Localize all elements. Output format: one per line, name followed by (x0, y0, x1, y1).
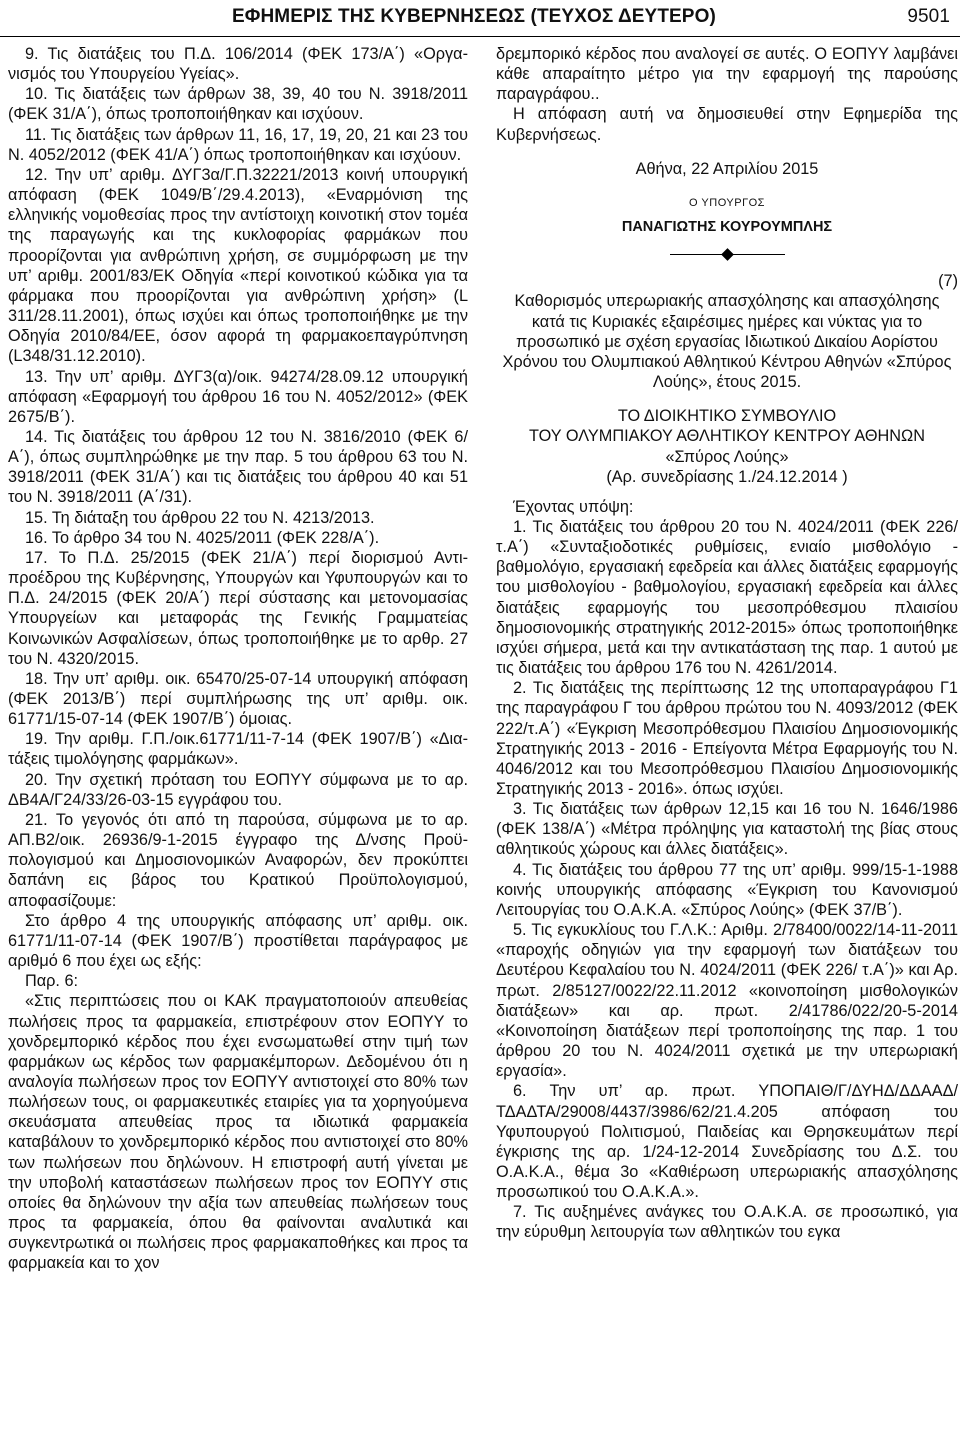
page-header (0, 0, 960, 34)
document-title: Καθορισμός υπερωριακής απασχόλησης και απασχόλησης κατά τις Κυριακές εξαιρέσιμες ημέρες και νύκτας για το προσωπικό με σχέση εργασίας Ιδιωτικού Δικαίου Αορίστου Χρόνου του Ολυμπιακού Αθλητικού Κέντρου Αθηνών «Σπύρος Λούης», έτους 2015. (502, 292, 952, 392)
paragraph: 16. Το άρθρο 34 του Ν. 4025/2011 (ΦΕΚ 228/Α΄). (25, 528, 380, 547)
gazette-title: ΕΦΗΜΕΡΙΣ ΤΗΣ ΚΥΒΕΡΝΗΣΕΩΣ (ΤΕΥΧΟΣ ΔΕΥΤΕΡΟ) (232, 6, 716, 27)
header-rule (0, 36, 960, 37)
section-divider (496, 247, 958, 261)
paragraph: Στο άρθρο 4 της υπουργικής απόφασης υπ’ αριθμ. οικ. 61771/11-07-14 (ΦΕΚ 1907/Β΄) προστίθεται παράγραφος με αριθμό 6 που έχει ως εξής: (8, 911, 468, 971)
left-column (8, 44, 468, 1274)
place-date: Αθήνα, 22 Απριλίου 2015 (635, 159, 819, 178)
paragraph: 15. Τη διάταξη του άρθρου 22 του Ν. 4213/2013. (25, 508, 375, 527)
document-number: (7) (938, 272, 958, 291)
considering-heading: Έχοντας υπόψη: (513, 497, 634, 516)
list-item: 7. Τις αυξημένες ανάγκες του Ο.Α.Κ.Α. σε προσωπικό, για την εύρυθμη λειτουργία των αθλητικών του εγκα (496, 1203, 958, 1242)
list-item: 3. Τις διατάξεις των άρθρων 12,15 και 16 του Ν. 1646/1986 (ΦΕΚ 138/Α΄) «Μέτρα πρόληψης για καταστολή της βίας στους αθλητικούς χώρους και άλλες διατάξεις». (496, 800, 958, 859)
divider-line (733, 254, 785, 255)
paragraph: 21. Το γεγονός ότι από τη παρούσα, σύμφωνα με το αρ. ΑΠ.Β2/οικ. 26936/9-1-2015 έγγραφο της Δ/νσης Προϋπολογισμού και Δημοσιονομικών Αναφορών, δεν προκύπτει δαπάνη εις βάρος του Κρατικού Προϋπολογισμού, αποφασίζουμε: (8, 810, 468, 910)
paragraph: Παρ. 6: (25, 972, 79, 991)
right-column (496, 44, 958, 1243)
paragraph: 11. Τις διατάξεις των άρθρων 11, 16, 17, 19, 20, 21 και 23 του Ν. 4052/2012 (ΦΕΚ 41/Α΄) όπως τροποποιήθηκαν και ισχύουν. (8, 125, 468, 164)
board-organization: ΤΟΥ ΟΛΥΜΠΙΑΚΟΥ ΑΘΛΗΤΙΚΟΥ ΚΕΝΤΡΟΥ ΑΘΗΝΩΝ (529, 427, 925, 446)
divider-line (670, 254, 722, 255)
board-title: ΤΟ ΔΙΟΙΚΗΤΙΚΟ ΣΥΜΒΟΥΛΙΟ (617, 407, 837, 426)
page-number: 9501 (907, 6, 950, 27)
list-item: 4. Τις διατάξεις του άρθρου 77 της υπ’ αριθμ. 999/15-1-1988 κοινής υπουργικής απόφασης «Έγκριση του Κανονισμού Λειτουργίας του Ο.Α.Κ.Α. «Σπύρος Λούης» (ΦΕΚ 37/Β΄). (496, 860, 958, 919)
paragraph: 18. Την υπ’ αριθμ. οικ. 65470/25-07-14 υπουργική απόφαση (ΦΕΚ 2013/Β΄) περί συμπλήρωσης της υπ’ αριθμ. οικ. 61771/15-07-14 (ΦΕΚ 1907/Β΄) όμοιας. (8, 669, 468, 729)
paragraph: 14. Τις διατάξεις του άρθρου 12 του Ν. 3816/2010 (ΦΕΚ 6/Α΄), όπως συμπληρώθηκε με την παρ. 5 του άρθρου 63 του Ν. 3918/2011 (ΦΕΚ 31/Α΄) και τις διατάξεις του άρθρου 40 και 51 του Ν. 3918/2011 (Α΄/31). (8, 427, 468, 507)
paragraph: 10. Τις διατάξεις των άρθρων 38, 39, 40 του Ν. 3918/2011 (ΦΕΚ 31/Α΄), όπως τροποποιήθηκαν και ισχύουν. (8, 85, 468, 124)
paragraph: 17. Το Π.Δ. 25/2015 (ΦΕΚ 21/Α΄) περί διορισμού Αντιπροέδρου της Κυβέρνησης, Υπουργών και Υφυπουργών και το Π.Δ. 24/2015 (ΦΕΚ 20/Α΄) περί σύστασης και μετονομασίας Υπουργείων και μεταφοράς της Γενικής Γραμματείας Κοινωνικών Ασφαλίσεων, όπως τροποποιήθηκε με το αρθρ. 27 του Ν. 4320/2015. (8, 548, 468, 668)
diamond-icon (721, 248, 734, 261)
paragraph: 9. Τις διατάξεις του Π.Δ. 106/2014 (ΦΕΚ 173/Α΄) «Οργανισμός του Υπουργείου Υγείας». (8, 45, 468, 84)
list-item: 1. Τις διατάξεις του άρθρου 20 του Ν. 4024/2011 (ΦΕΚ 226/τ.Α΄) «Συνταξιοδοτικές ρυθμίσεις, ενιαίο μισθολόγιο - βαθμολόγιο, εργασιακή εφεδρεία και άλλες διατάξεις εφαρμογής του μισθολογίου - βαθμολογίου, εργασιακή εφεδρεία και άλλες διατάξεις εφαρμογής του μεσοπρόθεσμου πλαισίου δημοσιονομικής στρατηγικής 2012-2015» όπως τροποποιήθηκε ισχύει σήμερα, μετά και την αντικατάσταση της παρ. 1 αυτού με τις διατάξεις του άρθρου 176 του Ν. 4261/2014. (496, 517, 958, 678)
list-item: 5. Τις εγκυκλίους του Γ.Λ.Κ.: Αριθμ. 2/78400/0022/14-11-2011 «παροχής οδηγιών για την εφαρμογή των διατάξεων του Δευτέρου Κεφαλαίου του Ν. 4024/2011 (ΦΕΚ 226/ τ.Α΄)» και Αρ. πρωτ. 2/85127/0022/22.11.2012 «κοινοποίηση μισθολογικών διατάξεων» και αρ. πρωτ. 2/41786/022/20-5-2014 «Κοινοποίηση διατάξεων περί τροποποίησης της παρ. 1 του άρθρου 20 του Ν. 4024/2011 σχετικά με την υπερωριακή εργασία». (496, 921, 958, 1081)
paragraph: Η απόφαση αυτή να δημοσιευθεί στην Εφημερίδα της Κυβερνήσεως. (496, 105, 958, 144)
paragraph: 19. Την αριθμ. Γ.Π./οικ.61771/11-7-14 (ΦΕΚ 1907/Β΄) «Διατάξεις τιμολόγησης φαρμάκων». (8, 730, 468, 769)
paragraph: 13. Την υπ’ αριθμ. ΔΥΓ3(α)/οικ. 94274/28.09.12 υπουργική απόφαση «Εφαρμογή του άρθρου 16 του Ν. 4052/2012» (ΦΕΚ 2675/Β΄). (8, 367, 468, 426)
minister-name: ΠΑΝΑΓΙΩΤΗΣ ΚΟΥΡΟΥΜΠΛΗΣ (621, 219, 833, 236)
minister-label: Ο ΥΠΟΥΡΓΟΣ (689, 196, 765, 209)
list-item: 2. Τις διατάξεις της περίπτωσης 12 της υποπαραγράφου Γ1 της παραγράφου Γ του άρθρου πρώτου του Ν. 4093/2012 (ΦΕΚ 222/τ.Α΄) «Έγκριση Μεσοπρόθεσμου Πλαισίου Δημοσιονομικής Στρατηγικής 2013 - 2016 - Επείγοντα Μέτρα Εφαρμογής του Ν. 4046/2012 και του Μεσοπρόθεσμου Πλαισίου Δημοσιονομικής Στρατηγικής 2013 - 2016». όπως ισχύει. (496, 679, 958, 798)
board-organization-name: «Σπύρος Λούης» (665, 447, 789, 466)
paragraph: 12. Την υπ’ αριθμ. ΔΥΓ3α/Γ.Π.32221/2013 κοινή υπουργική απόφαση (ΦΕΚ 1049/Β΄/29.4.2013), «Εναρμόνιση της ελληνικής νομοθεσίας προς την αντίστοιχη κοινοτική στον τομέα της παραγωγής και της κυκλοφορίας φαρμάκων που προορίζονται για ανθρώπινη χρήση, σε συμμόρφωση με την υπ’ αριθμ. 2001/83/ΕΚ Οδηγία «περί κοινοτικού κώδικα για τα φάρμακα που προορίζονται για ανθρώπινη χρήση» (L 311/28.11.2001), όπως ισχύει και όπως τροποποιήθηκε με την Οδηγία 2010/84/ΕΕ, όσον αφορά τη φαρμακοεπαγρύπνηση (L348/31.12.2010). (8, 165, 468, 366)
list-item: 6. Την υπ’ αρ. πρωτ. ΥΠΟΠΑΙΘ/Γ/ΔΥΗΔ/ΔΔΑΑΔ/ΤΔΑΔΤΑ/29008/4437/3986/62/21.4.205 απόφαση του Υφυπουργού Πολιτισμού, Παιδείας και Θρησκευμάτων περί έγκρισης της αρ. 1/24-12-2014 Συνεδρίασης του Δ.Σ. του Ο.Α.Κ.Α., θέμα 3ο «Καθιέρωση υπερωριακής απασχόλησης προσωπικού του Ο.Α.Κ.Α.». (496, 1082, 958, 1202)
board-session: (Αρ. συνεδρίασης 1./24.12.2014 ) (606, 467, 848, 486)
paragraph: «Στις περιπτώσεις που οι ΚΑΚ πραγματοποιούν απευθείας πωλήσεις προς τα φαρμακεία, επιστρέφουν στον ΕΟΠΥΥ το χονδρεμπορικό κέρδος που έχει ενσωματωθεί στην τιμή των φαρμάκων ως κέρδος των φαρμακέμπορων. Δεδομένου ότι η αναλογία πωλήσεων προς τον ΕΟΠΥΥ αντιστοιχεί στο 80% των πωλήσεων τους, οι φαρμακευτικές εταιρίες για τα χορηγούμενα σκευάσματα απευθείας προς τα ιδιωτικά φαρμακεία καταβάλουν το χονδρεμπορικό κέρδος που αντιστοιχεί στο 80% των πωλήσεων που δηλώνουν. Η επιστροφή αυτή γίνεται με την υποβολή καταστάσεων πωλήσεων προς τον ΕΟΠΥΥ στις οποίες θα δηλώνουν την αξία των απευθείας πωλήσεων τους προς τα φαρμακεία, όπου θα φαίνονται αναλυτικά και συγκεντρωτικά οι πωλήσεις προς φαρμακαποθήκες και προς τα φαρμακεία και το χον (8, 992, 468, 1273)
paragraph: 20. Την σχετική πρόταση του ΕΟΠΥΥ σύμφωνα με το αρ. ΔΒ4Α/Γ24/33/26-03-15 εγγράφου του. (8, 770, 468, 809)
paragraph: δρεμπορικό κέρδος που αναλογεί σε αυτές. Ο ΕΟΠΥΥ λαμβάνει κάθε απαραίτητο μέτρο για την εφαρμογή της παρούσης παραγράφου.. (496, 45, 958, 104)
